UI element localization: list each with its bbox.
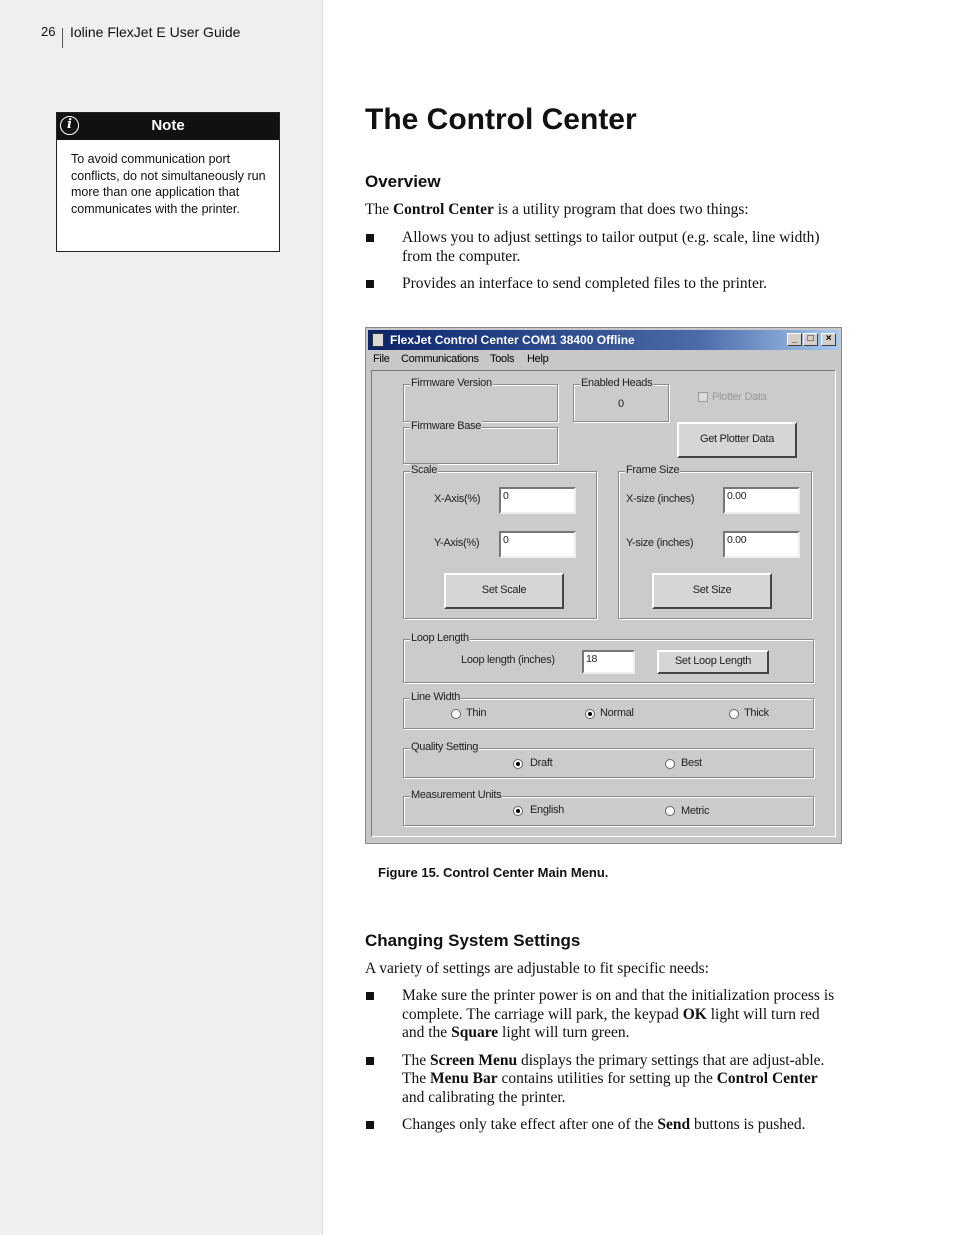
loop-length-label: Loop Length xyxy=(411,632,469,644)
window-client xyxy=(371,370,836,837)
thin-label: Thin xyxy=(466,707,487,719)
x-size-label: X-size (inches) xyxy=(626,493,695,505)
english-radio[interactable] xyxy=(513,806,523,816)
info-icon: i xyxy=(60,116,79,135)
maximize-button[interactable]: □ xyxy=(803,333,818,346)
loop-length-input[interactable]: 18 xyxy=(582,650,635,674)
x-axis-label: X-Axis(%) xyxy=(434,493,481,505)
list-item xyxy=(365,229,835,266)
square-bullet-icon xyxy=(366,992,374,1000)
bullet-text: Allows you to adjust settings to tailor output (e.g. scale, line width) from the computer. xyxy=(402,229,820,265)
firmware-version-label: Firmware Version xyxy=(411,377,492,389)
draft-radio[interactable] xyxy=(513,759,523,769)
page-title: The Control Center xyxy=(365,103,637,136)
intro-text: The xyxy=(365,201,393,218)
bullet-text: contains utilities for setting up the xyxy=(497,1070,717,1087)
window-titlebar xyxy=(368,330,839,350)
line-width-group xyxy=(403,691,814,729)
overview-intro xyxy=(365,201,835,219)
screen-menu-term: Screen Menu xyxy=(429,1051,518,1069)
intro-bold-term: Control Center xyxy=(392,201,494,218)
square-bullet-icon xyxy=(366,280,374,288)
figure-caption: Figure 15. Control Center Main Menu. xyxy=(378,865,609,880)
system-settings-bullet-list xyxy=(365,987,835,1144)
firmware-base-label: Firmware Base xyxy=(411,420,482,432)
list-item xyxy=(365,1052,835,1108)
list-item xyxy=(365,275,835,294)
metric-label: Metric xyxy=(681,805,710,817)
frame-size-group xyxy=(618,464,812,619)
measurement-units-label: Measurement Units xyxy=(411,789,502,801)
menu-tools[interactable]: Tools xyxy=(490,353,515,365)
bullet-text: and calibrating the printer. xyxy=(402,1088,566,1106)
note-header xyxy=(57,113,279,140)
x-size-input[interactable]: 0.00 xyxy=(723,487,800,514)
control-center-term: Control Center xyxy=(716,1070,818,1087)
frame-size-label: Frame Size xyxy=(626,464,680,476)
bullet-text: Changes only take effect after one of the xyxy=(402,1116,658,1133)
window-title: FlexJet Control Center COM1 38400 Offline xyxy=(390,333,635,347)
page-number: 26 xyxy=(41,24,56,39)
square-key-term: Square xyxy=(451,1024,499,1041)
menu-file[interactable]: File xyxy=(373,353,390,365)
firmware-version-group xyxy=(403,377,558,422)
bullet-text: displays the primary settings that are adjust-able. The xyxy=(402,1051,825,1087)
square-bullet-icon xyxy=(366,1057,374,1065)
y-size-input[interactable]: 0.00 xyxy=(723,531,800,558)
enabled-heads-value: 0 xyxy=(618,398,624,410)
bullet-text: Make sure the printer power is on and that the initialization process is complete. The carriage will park, the keypad xyxy=(402,987,835,1023)
app-icon xyxy=(372,333,384,347)
menu-bar-term: Menu Bar xyxy=(429,1070,498,1087)
bullet-text: The xyxy=(402,1051,430,1069)
system-settings-intro: A variety of settings are adjustable to fit specific needs: xyxy=(365,960,709,977)
set-size-button[interactable]: Set Size xyxy=(652,573,772,609)
y-axis-input[interactable]: 0 xyxy=(499,531,576,558)
y-size-label: Y-size (inches) xyxy=(626,537,694,549)
firmware-base-group xyxy=(403,420,558,464)
best-radio[interactable] xyxy=(665,759,675,769)
normal-label: Normal xyxy=(600,707,634,719)
note-text: To avoid communication port conflicts, do not simultaneously run more than one application that communicates with the printer. xyxy=(71,152,266,216)
menu-help[interactable]: Help xyxy=(527,353,549,365)
normal-radio[interactable] xyxy=(585,709,595,719)
system-settings-heading: Changing System Settings xyxy=(365,931,581,950)
menu-communications[interactable]: Communications xyxy=(401,353,479,365)
metric-radio[interactable] xyxy=(665,806,675,816)
line-width-label: Line Width xyxy=(411,691,460,703)
bullet-text: Provides an interface to send completed files to the printer. xyxy=(402,275,767,292)
enabled-heads-label: Enabled Heads xyxy=(581,377,653,389)
measurement-units-group xyxy=(403,789,814,826)
plotter-data-checkbox[interactable] xyxy=(698,392,708,402)
plotter-data-label: Plotter Data xyxy=(712,391,767,403)
best-label: Best xyxy=(681,757,702,769)
thick-radio[interactable] xyxy=(729,709,739,719)
square-bullet-icon xyxy=(366,1121,374,1129)
list-item xyxy=(365,987,835,1043)
close-button[interactable]: × xyxy=(821,333,836,346)
get-plotter-data-button[interactable]: Get Plotter Data xyxy=(677,422,797,458)
bullet-text: light will turn green. xyxy=(498,1024,630,1041)
minimize-button[interactable]: _ xyxy=(787,333,802,346)
x-axis-input[interactable]: 0 xyxy=(499,487,576,514)
overview-bullet-list xyxy=(365,229,835,303)
guide-title: Ioline FlexJet E User Guide xyxy=(70,24,241,40)
enabled-heads-group xyxy=(573,377,669,422)
thick-label: Thick xyxy=(744,707,769,719)
menu-bar xyxy=(368,351,839,368)
quality-setting-label: Quality Setting xyxy=(411,741,479,753)
loop-length-field-label: Loop length (inches) xyxy=(461,654,555,666)
scale-label: Scale xyxy=(411,464,438,476)
english-label: English xyxy=(530,804,564,816)
ok-key-term: OK xyxy=(682,1005,707,1023)
header-divider xyxy=(62,28,63,48)
overview-heading: Overview xyxy=(365,172,441,191)
square-bullet-icon xyxy=(366,234,374,242)
bullet-text: buttons is pushed. xyxy=(690,1116,806,1133)
loop-length-group xyxy=(403,632,814,683)
list-item xyxy=(365,1116,835,1135)
set-scale-button[interactable]: Set Scale xyxy=(444,573,564,609)
control-center-window xyxy=(365,327,842,844)
note-label: Note xyxy=(151,117,185,134)
draft-label: Draft xyxy=(530,757,553,769)
bullet-text: light will turn red and the xyxy=(402,1005,820,1041)
thin-radio[interactable] xyxy=(451,709,461,719)
send-term: Send xyxy=(657,1116,691,1133)
intro-text-end: is a utility program that does two things: xyxy=(493,201,749,218)
quality-setting-group xyxy=(403,741,814,778)
set-loop-length-button[interactable]: Set Loop Length xyxy=(657,650,769,674)
scale-group xyxy=(403,464,597,619)
note-box xyxy=(56,112,280,252)
y-axis-label: Y-Axis(%) xyxy=(434,537,480,549)
